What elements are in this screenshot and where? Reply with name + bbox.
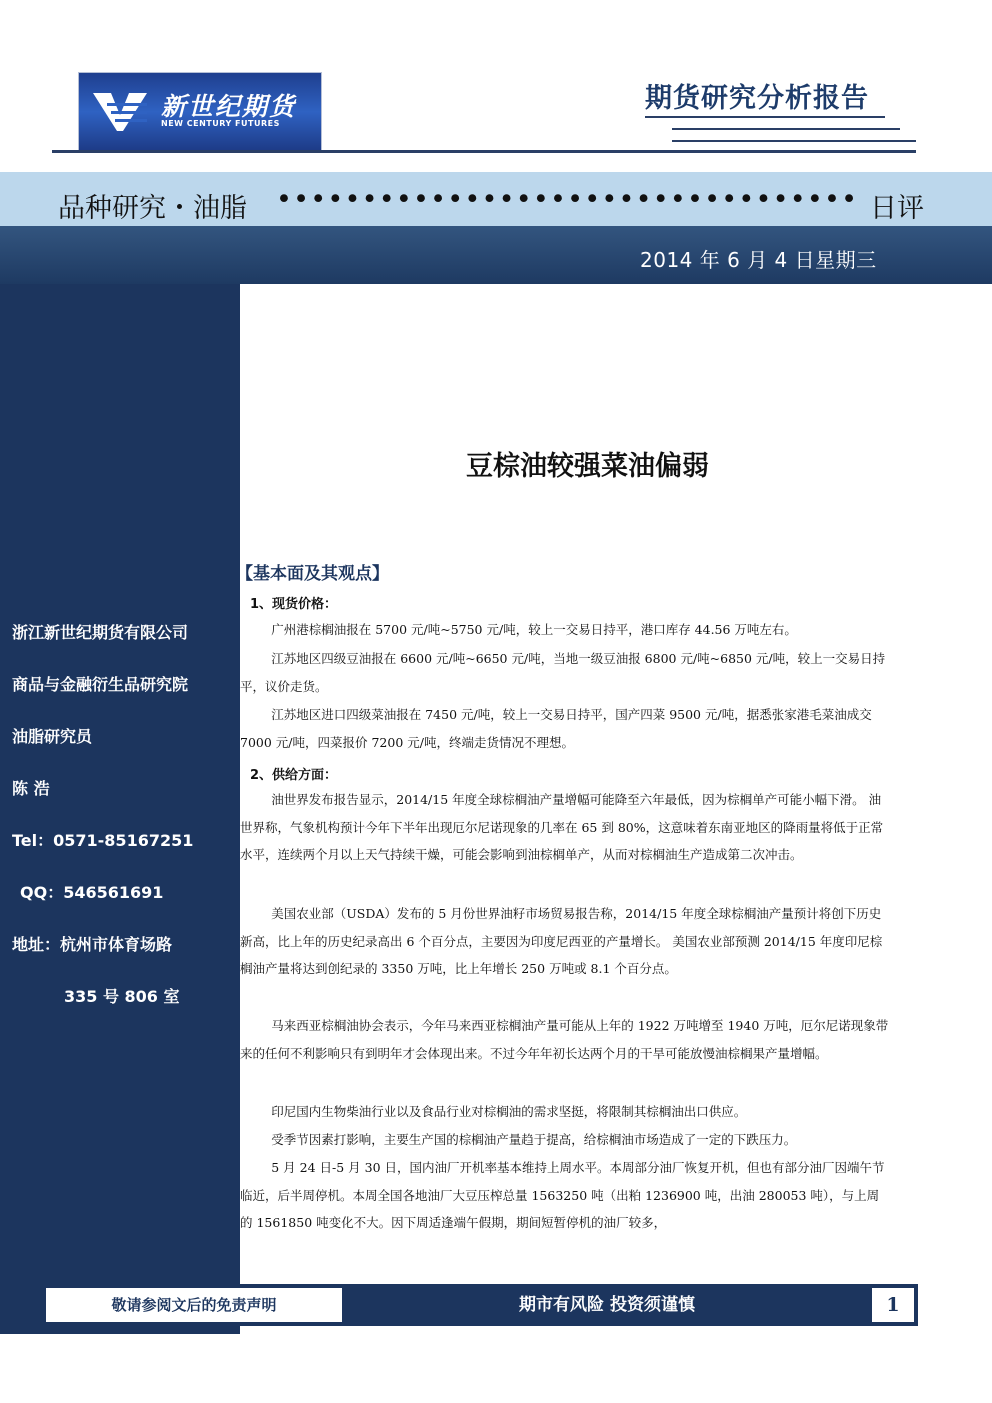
logo-mark-icon: [93, 91, 147, 133]
article-title: 豆棕油较强菜油偏弱: [466, 451, 709, 482]
sidebar-institute: 商品与金融衍生品研究院: [12, 675, 189, 694]
paragraph-usda-report: 美国农业部（USDA）发布的 5 月份世界油籽市场贸易报告称，2014/15 年度全球棕榈油产量预计将创下历史新高，比上年的历史纪录高出 6 个百分点，主要因为印度尼西亚的产量增长。 美国农业部预测 2014/15 年度印尼棕榈油产量将达到创纪录的 3350 万吨，比上年增长 250 万吨或 8.1 个百分点。: [240, 906, 883, 976]
paragraph-oil-world-report: 油世界发布报告显示，2014/15 年度全球棕榈油产量增幅可能降至六年最低，因为棕榈单产可能小幅下滑。 油世界称，气象机构预计今年下半年出现厄尔尼诺现象的几率在 65 到 80%，这意味着东南亚地区的降雨量将低于正常水平，连续两个月以上天气持续干燥，可能会影响到油棕榈单产，从而对棕榈油生产造成第二次冲击。: [240, 792, 884, 862]
paragraph-palm-oil-price: 广州港棕榈油报在 5700 元/吨~5750 元/吨，较上一交易日持平，港口库存 44.56 万吨左右。: [271, 622, 797, 637]
category-dot-leader: ••••••••••••••••••••••••••••••••••: [276, 184, 859, 215]
sidebar-qq: QQ：546561691: [20, 883, 164, 902]
subheading-supply: 2、供给方面：: [250, 768, 338, 783]
report-type-label: 日评: [870, 193, 924, 224]
header-rule-1: [672, 128, 900, 130]
sidebar-role: 油脂研究员: [12, 727, 93, 746]
sidebar-address-line-1: 地址：杭州市体育场路: [12, 935, 173, 954]
paragraph-seasonal-factor: 受季节因素打影响，主要生产国的棕榈油产量趋于提高，给棕榈油市场造成了一定的下跌压力。: [271, 1132, 797, 1147]
risk-warning: 期市有风险 投资须谨慎: [519, 1295, 695, 1315]
sidebar-address-line-2: 335 号 806 室: [64, 987, 180, 1006]
logo-english-name: NEW CENTURY FUTURES: [161, 119, 280, 128]
header-rule-3: [52, 150, 916, 153]
header-rule-2: [672, 140, 916, 142]
paragraph-soybean-oil-price: 江苏地区四级豆油报在 6600 元/吨~6650 元/吨，当地一级豆油报 6800 元/吨~6850 元/吨，较上一交易日持平，议价走货。: [240, 651, 886, 694]
report-date: 2014 年 6 月 4 日星期三: [640, 248, 877, 272]
report-title: 期货研究分析报告: [645, 83, 869, 114]
paragraph-mpoa-outlook: 马来西亚棕榈油协会表示，今年马来西亚棕榈油产量可能从上年的 1922 万吨增至 1940 万吨，厄尔尼诺现象带来的任何不利影响只有到明年才会体现出来。不过今年年初长达两个月的干旱可能放慢油棕榈果产量增幅。: [240, 1018, 889, 1061]
sidebar-author-name: 陈 浩: [12, 779, 50, 798]
company-logo: [78, 72, 322, 152]
logo-chinese-name: 新世纪期货: [161, 92, 297, 121]
page-number: 1: [886, 1294, 900, 1316]
author-sidebar: [0, 284, 240, 1334]
section-heading: 【基本面及其观点】: [236, 564, 389, 584]
paragraph-crushing-volume: 5 月 24 日-5 月 30 日，国内油厂开机率基本维持上周水平。本周部分油厂恢复开机，但也有部分油厂因端午节临近，后半周停机。本周全国各地油厂大豆压榨总量 1563250 吨（出粕 1236900 吨，出油 280053 吨），与上周的 1561850 吨变化不大。因下周适逢端午假期，期间短暂停机的油厂较多，: [240, 1160, 885, 1230]
title-underline: [645, 116, 885, 118]
sidebar-company: 浙江新世纪期货有限公司: [12, 623, 189, 642]
subheading-spot-price: 1、现货价格：: [250, 597, 338, 612]
paragraph-rapeseed-oil-price: 江苏地区进口四级菜油报在 7450 元/吨，较上一交易日持平，国产四菜 9500 元/吨，据悉张家港毛菜油成交 7000 元/吨，四菜报价 7200 元/吨，终端走货情况不理想。: [240, 707, 872, 750]
paragraph-indonesia-demand: 印尼国内生物柴油行业以及食品行业对棕榈油的需求坚挺，将限制其棕榈油出口供应。: [271, 1104, 747, 1119]
disclaimer-notice: 敬请参阅文后的免责声明: [111, 1296, 277, 1314]
sidebar-tel: Tel：0571-85167251: [12, 831, 194, 850]
category-label: 品种研究・油脂: [58, 193, 247, 224]
